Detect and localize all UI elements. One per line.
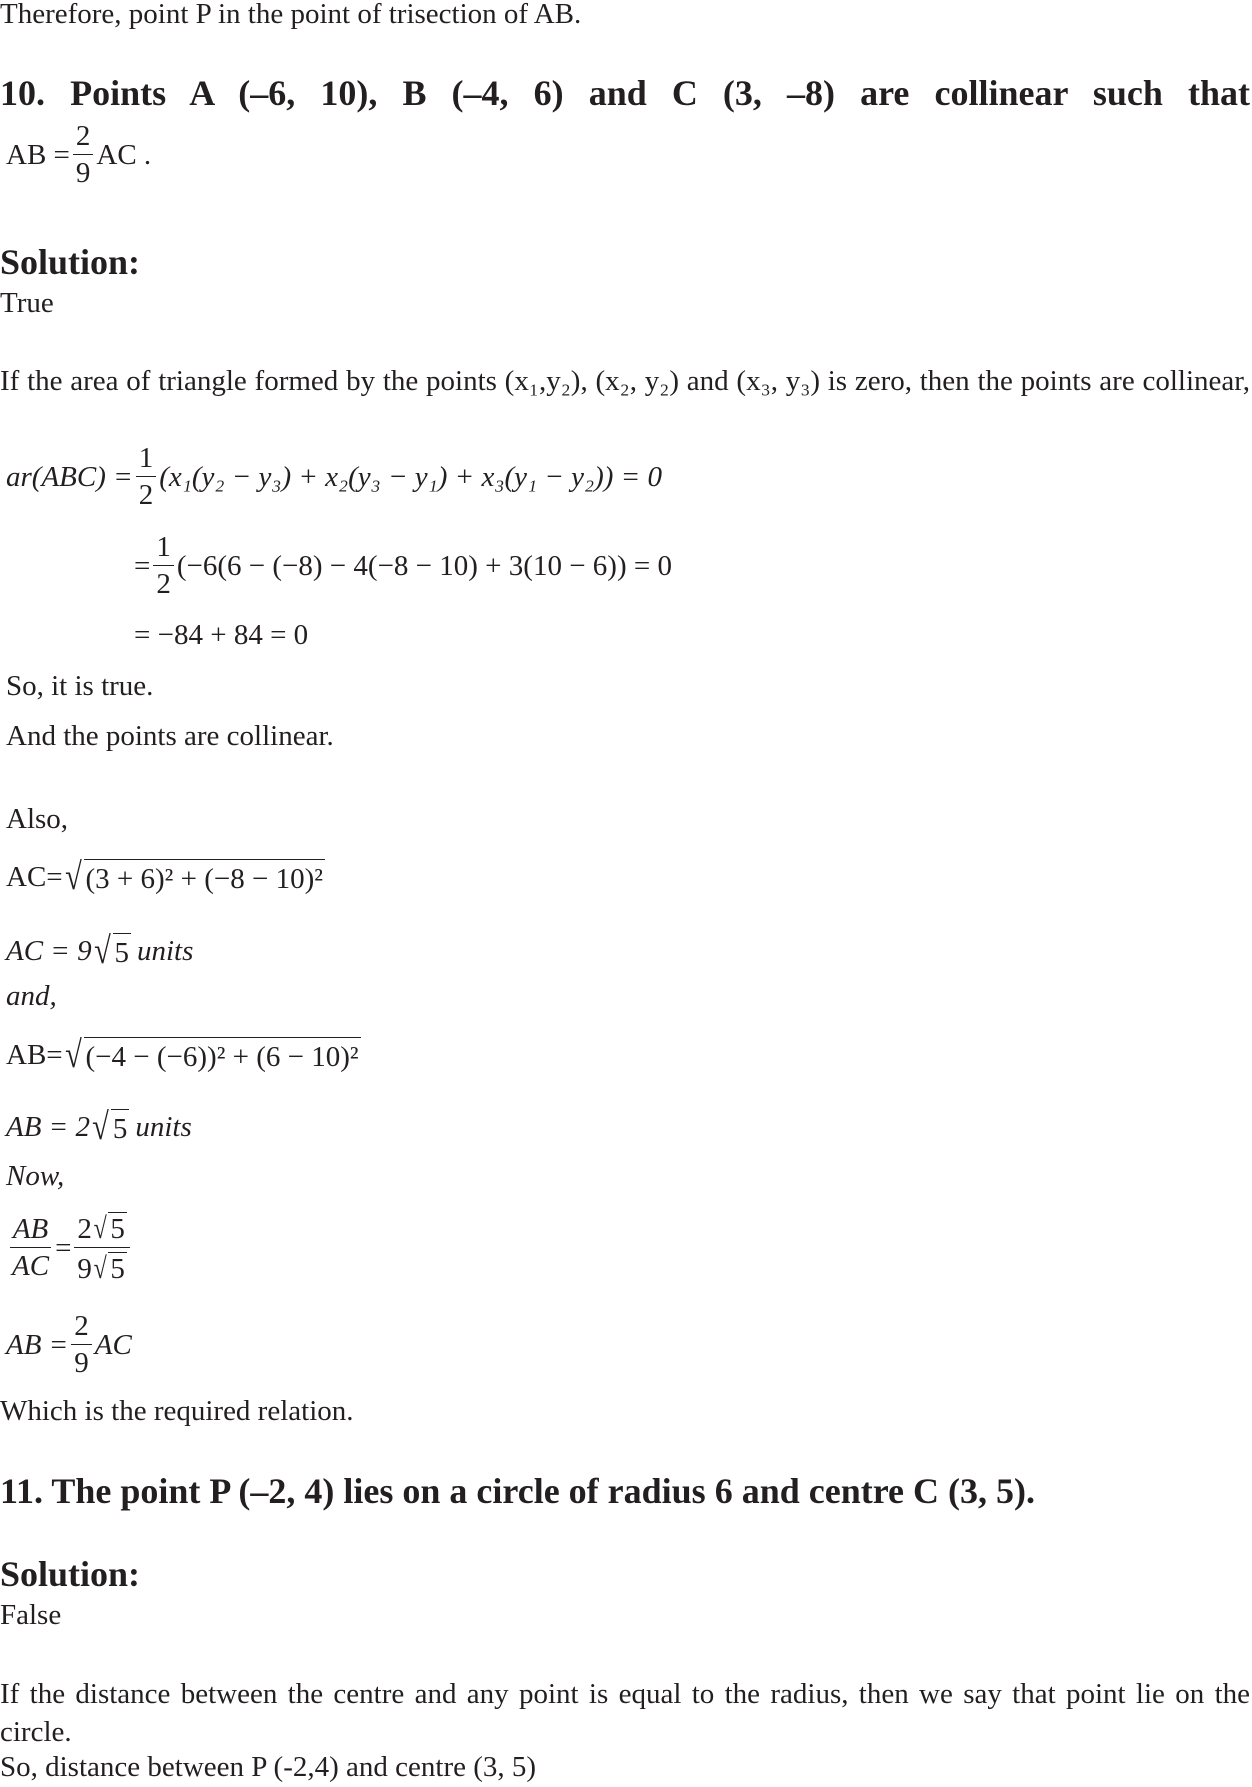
numerator: 2 (71, 1312, 92, 1345)
relation-lhs: AB = (6, 139, 70, 171)
fraction (71, 1312, 92, 1378)
unit: units (137, 935, 194, 967)
coefficient: 2 (77, 1213, 92, 1245)
numerator (74, 1212, 129, 1248)
final-rhs: AC (94, 1329, 132, 1361)
ratio-equation (6, 1212, 133, 1284)
denominator: AC (12, 1250, 50, 1282)
ac-distance (6, 858, 325, 896)
solution-label: Solution: (0, 1554, 141, 1594)
question-10-relation (6, 122, 151, 188)
fraction (153, 533, 174, 599)
now-text: Now, (6, 1160, 65, 1192)
radicand: 5 (113, 933, 132, 970)
ratio-lhs-fraction (9, 1215, 52, 1281)
radicand: (3 + 6)² + (−8 − 10)² (84, 859, 325, 896)
sqrt-icon: √ 5 (93, 1252, 125, 1285)
and-text: and, (6, 980, 57, 1012)
conclusion-text: Which is the required relation. (0, 1395, 354, 1427)
sqrt-icon: √ 5 (93, 930, 129, 972)
ac-result (6, 932, 193, 970)
ab-distance (6, 1036, 361, 1074)
result-equation: = −84 + 84 = 0 (134, 619, 309, 651)
radicand: 5 (110, 1213, 125, 1245)
area-equation (6, 444, 662, 510)
numerator: 1 (153, 533, 174, 566)
ab-result (6, 1108, 192, 1146)
question-11-heading: 11. The point P (–2, 4) lies on a circle of radius 6 and centre C (3, 5). (0, 1471, 1035, 1511)
paragraph: If the area of triangle formed by the points (x₁,y₂), (x₂, y₂) and (x₃, y₃) is zero, then the points are collinear, (0, 365, 1250, 397)
equals: = (55, 1232, 72, 1264)
question-10-heading: 10. Points A (–6, 10), B (–4, 6) and C (3, –8) are collinear such that (0, 73, 1250, 113)
equation-rhs: (x₁(y₂ − y₃) + x₂(y₃ − y₁) + x₃(y₁ − y₂)) = 0 (159, 461, 662, 493)
final-lhs: AB = (6, 1329, 69, 1361)
radicand: 5 (110, 1253, 125, 1285)
collinear-text: And the points are collinear. (6, 720, 334, 752)
equation-rhs: (−6(6 − (−8) − 4(−8 − 10) + 3(10 − 6)) = 0 (176, 550, 672, 582)
equation-lhs: ar(ABC) = (6, 461, 133, 493)
answer-text: False (0, 1599, 62, 1631)
substituted-equation (134, 533, 672, 599)
equation-lhs: = (134, 550, 151, 582)
ratio-rhs-fraction (74, 1212, 129, 1284)
numerator: 1 (136, 444, 157, 477)
final-relation (6, 1312, 132, 1378)
unit: units (135, 1111, 192, 1143)
fraction (73, 122, 94, 188)
ac-lhs: AC= (6, 861, 63, 893)
also-text: Also, (6, 803, 69, 835)
numerator: 2 (73, 122, 94, 155)
denominator: 2 (138, 479, 154, 511)
paragraph: If the distance between the centre and any point is equal to the radius, then we say that point lie on the circle. (0, 1678, 1250, 1748)
answer-text: True (0, 287, 54, 319)
sqrt-icon: √ 5 (93, 1212, 125, 1245)
intro-line: Therefore, point P in the point of trisection of AB. (0, 0, 582, 30)
ac-result-lhs: AC = 9 (6, 935, 92, 967)
fraction (136, 444, 157, 510)
sqrt-icon: √ (−4 − (−6))² + (6 − 10)² (64, 1034, 359, 1076)
denominator: 9 (74, 1347, 89, 1379)
coefficient: 9 (77, 1253, 92, 1285)
numerator: AB (10, 1215, 51, 1248)
sqrt-icon: √ (3 + 6)² + (−8 − 10)² (64, 856, 323, 898)
so-true-text: So, it is true. (6, 670, 154, 702)
denominator (74, 1248, 129, 1284)
radicand: (−4 − (−6))² + (6 − 10)² (84, 1037, 361, 1074)
denominator: 9 (75, 157, 91, 189)
solution-label: Solution: (0, 242, 141, 282)
ab-result-lhs: AB = 2 (6, 1111, 90, 1143)
relation-rhs: AC . (96, 139, 152, 171)
denominator: 2 (156, 568, 171, 600)
sqrt-icon: √ 5 (92, 1106, 128, 1148)
radicand: 5 (111, 1109, 130, 1146)
ab-lhs: AB= (6, 1039, 63, 1071)
distance-text: So, distance between P (-2,4) and centre (3, 5) (0, 1751, 537, 1783)
